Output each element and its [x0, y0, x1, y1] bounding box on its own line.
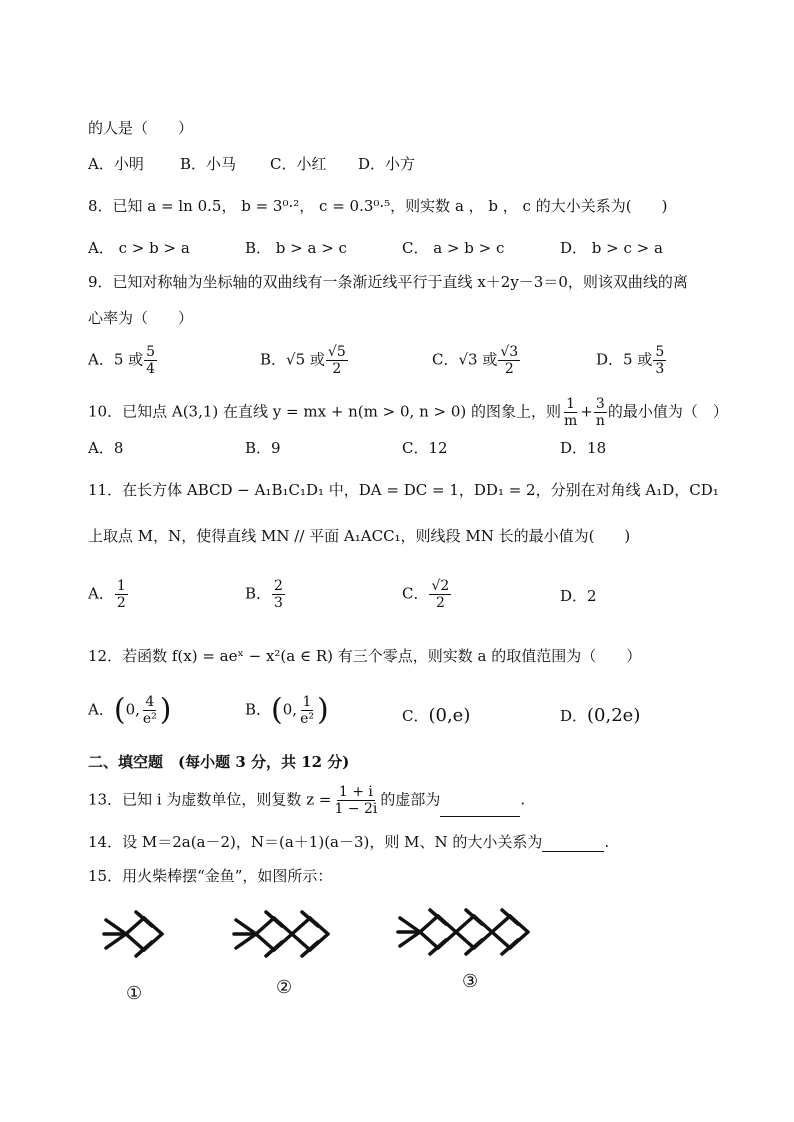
q14-stem: [88, 832, 609, 852]
q10-stem: [88, 396, 728, 429]
q9-option-d: [596, 344, 667, 377]
fraction-numerator: √3: [500, 344, 519, 360]
q11-option-letter: A．: [88, 584, 114, 603]
q12-option-text: (0,e): [428, 705, 471, 726]
matchstick-fish-3: [398, 910, 528, 954]
q11-option-c: [402, 578, 452, 611]
section-heading: 二、填空题 (每小题 3 分，共 12 分): [88, 753, 350, 771]
q11-option-d: [560, 586, 597, 606]
q9-option-b: [260, 344, 349, 377]
q7-option-b: B．小马: [180, 155, 237, 173]
q12-option-letter: B．: [245, 700, 272, 719]
q10-option-a: A．8: [88, 439, 124, 457]
q9-stem-line2: 心率为（ ）: [88, 309, 194, 327]
fraction-numerator: 1: [566, 396, 576, 412]
q10-stem-pre: 10．已知点 A(3,1) 在直线 y = mx + n(m > 0, n > 0) 的图象上，则: [88, 402, 561, 421]
q13-stem: [88, 784, 525, 817]
q7-option-c: C．小红: [270, 155, 327, 173]
fraction-numerator: 1: [302, 694, 312, 710]
fraction-numerator: 4: [145, 694, 155, 710]
q11-stem-line1: 11．在长方体 ABCD − A₁B₁C₁D₁ 中，DA = DC = 1，DD₁ = 2，分别在对角线 A₁D，CD₁: [88, 481, 719, 499]
q8-option-d: D． b > c > a: [560, 239, 663, 257]
period: .: [604, 833, 610, 851]
q15-stem: 15．用火柴棒摆“金鱼”，如图所示：: [88, 867, 333, 885]
fish-label-3: ③: [462, 971, 479, 992]
q9-option-fraction: [144, 344, 157, 377]
q12-option-fraction: [298, 694, 316, 727]
fraction-denominator: 3: [655, 361, 665, 377]
q8-option-b: B． b > a > c: [245, 239, 347, 257]
fraction-numerator: √5: [327, 344, 346, 360]
fraction-numerator: 1 + i: [338, 784, 373, 800]
q9-option-letter: B．: [260, 350, 287, 369]
fraction-denominator: 2: [332, 361, 342, 377]
q9-option-fraction: [653, 344, 666, 377]
answer-blank[interactable]: [440, 800, 520, 817]
fraction-numerator: √2: [431, 578, 450, 594]
q12-option-a: [88, 694, 172, 727]
fraction-denominator: e²: [300, 711, 314, 727]
q12-stem: 12．若函数 f(x) = aeˣ − x²(a ∈ R) 有三个零点，则实数 a 的取值范围为（ ）: [88, 647, 642, 665]
q7-stem-tail: 的人是（ ）: [88, 119, 194, 137]
q12-option-pre: 0,: [282, 700, 298, 719]
fraction-numerator: 1: [116, 578, 126, 594]
q9-option-a: [88, 344, 158, 377]
plus-sign: +: [580, 402, 593, 421]
q9-option-fraction: [326, 344, 348, 377]
q9-option-pre: √3 或: [458, 350, 498, 369]
q11-option-text: 2: [587, 587, 597, 605]
q9-option-pre: 5 或: [113, 350, 144, 369]
q12-option-fraction: [141, 694, 159, 727]
right-paren: ): [316, 692, 329, 728]
fraction-denominator: n: [595, 413, 605, 429]
left-paren: (: [271, 692, 283, 728]
fish-label-2: ②: [276, 977, 293, 998]
q12-option-letter: C．: [402, 707, 429, 725]
q9-option-pre: √5 或: [286, 350, 325, 369]
q11-option-letter: B．: [245, 584, 272, 603]
q13-stem-pre: 13．已知 i 为虚数单位，则复数 z =: [88, 790, 332, 809]
q14-stem-text: 14．设 M＝2a(a－2)，N＝(a＋1)(a－3)，则 M、N 的大小关系为: [88, 833, 543, 851]
q10-fraction-1: [562, 396, 579, 429]
q12-option-letter: D．: [560, 707, 588, 725]
q12-option-letter: A．: [88, 700, 114, 719]
q13-fraction: [332, 784, 379, 817]
fraction-denominator: 3: [274, 595, 283, 611]
q12-option-text: (0,2e): [587, 705, 641, 726]
q9-option-letter: C．: [432, 350, 459, 369]
right-paren: ): [159, 692, 172, 728]
q11-option-fraction: [272, 578, 285, 611]
matchstick-fish-2: [234, 912, 328, 956]
q10-fraction-2: [594, 396, 607, 429]
q12-option-d: [560, 706, 640, 726]
fish-figure-1: [100, 904, 180, 966]
fish-label-1: ①: [126, 983, 143, 1004]
fraction-denominator: 2: [435, 595, 445, 611]
q10-option-c: C．12: [402, 439, 448, 457]
q11-option-b: [245, 578, 286, 611]
q8-option-c: C． a > b > c: [402, 239, 505, 257]
q9-stem-line1: 9．已知对称轴为坐标轴的双曲线有一条渐近线平行于直线 x＋2y－3＝0，则该双曲线的离: [88, 273, 688, 291]
q7-option-a: A．小明: [88, 155, 144, 173]
fish-figure-2: [230, 904, 350, 966]
q11-option-letter: C．: [402, 584, 429, 603]
fraction-denominator: 4: [146, 361, 156, 377]
q12-option-c: [402, 706, 470, 726]
fraction-numerator: 5: [146, 344, 156, 360]
q12-option-pre: 0,: [125, 700, 140, 719]
q10-option-d: D．18: [560, 439, 607, 457]
fraction-numerator: 3: [595, 396, 605, 412]
q13-stem-post: 的虚部为: [380, 790, 441, 809]
fraction-denominator: m: [564, 413, 578, 429]
fraction-denominator: e²: [142, 711, 157, 727]
q10-stem-post: 的最小值为（ ）: [607, 402, 728, 421]
q11-stem-line2: 上取点 M，N，使得直线 MN // 平面 A₁ACC₁，则线段 MN 长的最小值为( ): [88, 527, 631, 545]
q12-option-b: [245, 694, 329, 727]
q11-option-letter: D．: [560, 587, 588, 605]
q11-option-fraction: [115, 578, 128, 611]
q9-option-pre: 5 或: [623, 350, 653, 369]
q10-option-b: B．9: [245, 439, 281, 457]
fraction-numerator: 2: [274, 578, 283, 594]
q9-option-letter: A．: [88, 350, 114, 369]
q11-option-a: [88, 578, 129, 611]
q9-option-letter: D．: [596, 350, 624, 369]
fraction-numerator: 5: [655, 344, 665, 360]
period: .: [520, 790, 526, 809]
fraction-denominator: 1 − 2i: [334, 801, 378, 817]
q9-option-c: [432, 344, 521, 377]
fish-figure-3: [394, 902, 554, 964]
matchstick-fish-1: [104, 912, 162, 956]
fraction-denominator: 2: [116, 595, 126, 611]
q11-option-fraction: [429, 578, 451, 611]
q7-option-d: D．小方: [358, 155, 416, 173]
left-paren: (: [113, 692, 126, 728]
answer-blank[interactable]: [542, 835, 604, 852]
fraction-denominator: 2: [504, 361, 514, 377]
q9-option-fraction: [498, 344, 520, 377]
q8-stem: 8．已知 a = ln 0.5， b = 3⁰·²， c = 0.3⁰·⁵，则实数 a ， b ， c 的大小关系为( ): [88, 197, 668, 215]
q8-option-a: A． c > b > a: [88, 239, 190, 257]
